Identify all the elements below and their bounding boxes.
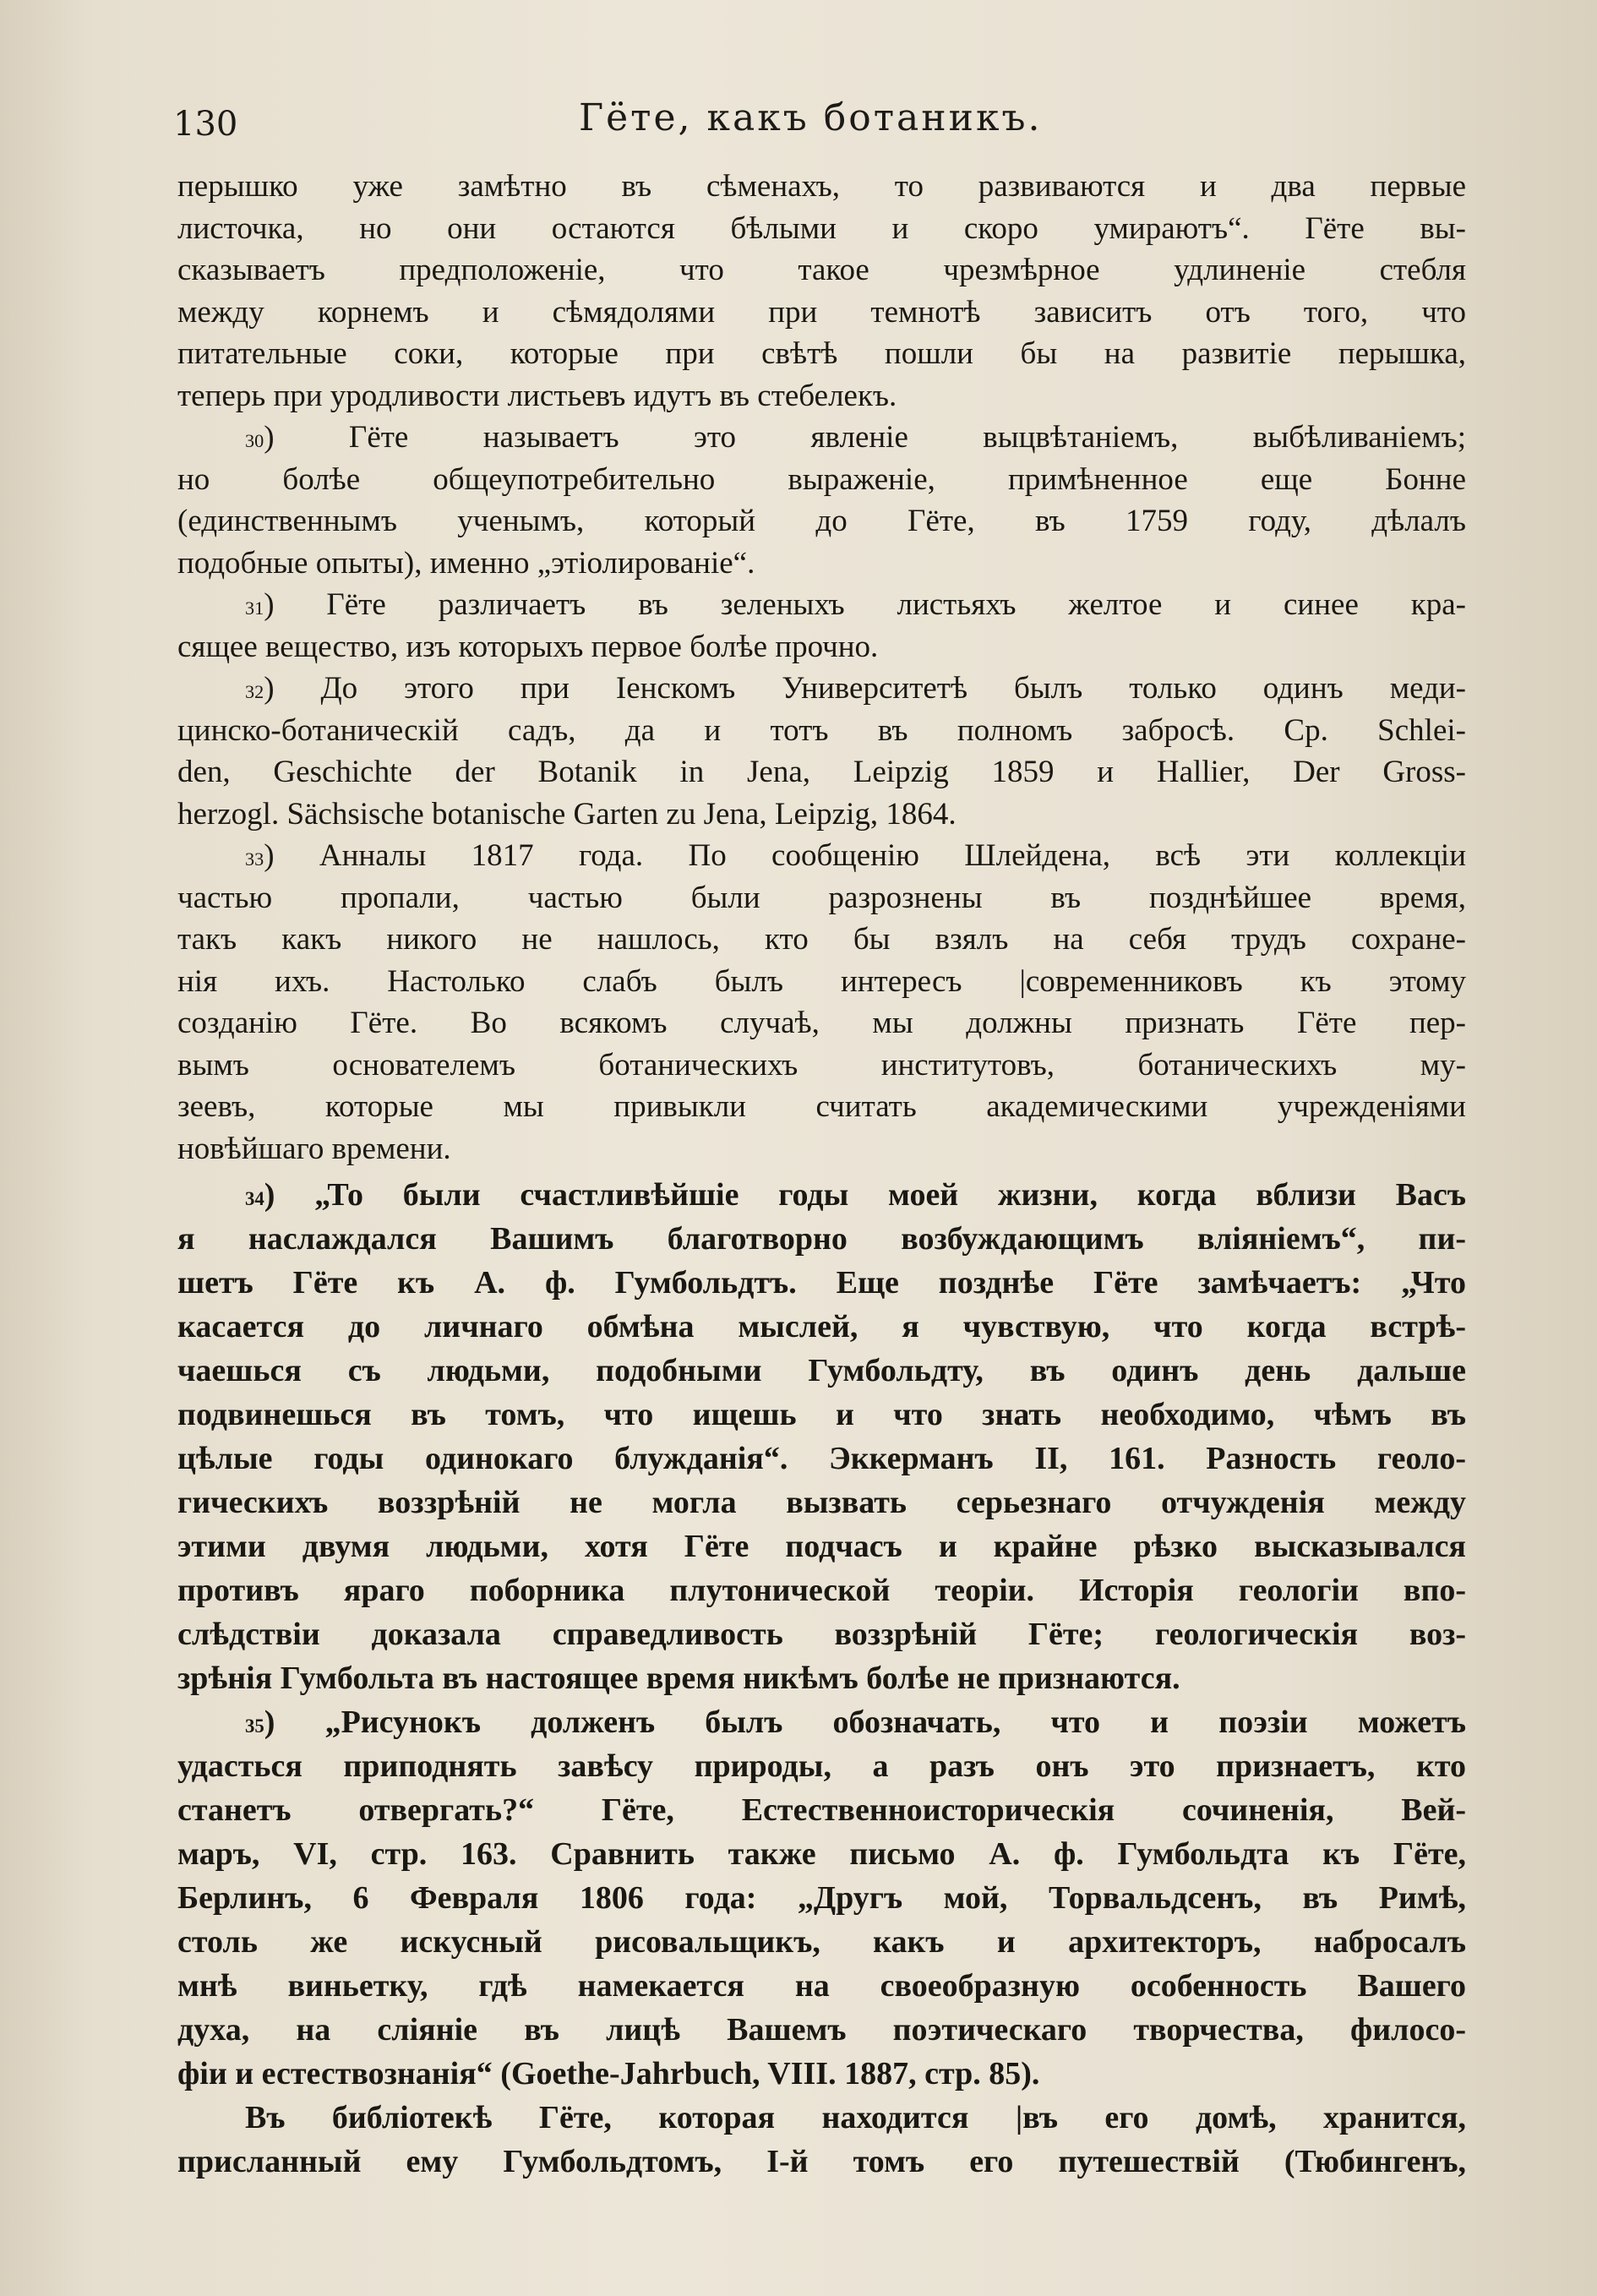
- text-line: подвинешься въ томъ, что ищешь и что знать необходимо, чѣмъ въ: [177, 1397, 1466, 1432]
- text-line: листочка, но они остаются бѣлыми и скоро умираютъ“. Гёте вы-: [177, 210, 1466, 246]
- note-number: 31: [245, 597, 264, 619]
- text-line: шетъ Гёте къ А. ф. Гумбольдтъ. Еще позднѣе Гёте замѣчаетъ: „Что: [177, 1265, 1466, 1301]
- footnote-33: [177, 835, 1466, 1170]
- text-line: зрѣнія Гумбольта въ настоящее время никѣмъ болѣе не признаются.: [177, 1661, 1180, 1696]
- body-text-regular: [177, 166, 1466, 1170]
- footnote-30: [177, 417, 1466, 584]
- text-line: $^{34}$) „То были счастливѣйшіе годы моей жизни, когда вблизи Васъ: [245, 1177, 1466, 1213]
- text-line: фіи и естествознанія“ (Goethe-Jahrbuch, VIII. 1887, стр. 85).: [177, 2056, 1040, 2091]
- text-line: Берлинъ, 6 Февраля 1806 года: „Другъ мой, Торвальдсенъ, въ Римѣ,: [177, 1880, 1466, 1916]
- text-line: den, Geschichte der Botanik in Jena, Leipzig 1859 и Hallier, Der Gross-: [177, 755, 1466, 789]
- footnote-31: [177, 584, 1466, 668]
- text-line: теперь при уродливости листьевъ идутъ въ стебелекъ.: [177, 378, 897, 413]
- text-line: перышко уже замѣтно въ сѣменахъ, то развиваются и два первые: [177, 169, 1466, 204]
- text-line: $^{35}$) „Рисунокъ долженъ былъ обозначать, что и поэзіи можетъ: [245, 1704, 1466, 1740]
- text-line: (единственнымъ ученымъ, который до Гёте, въ 1759 году, дѣлалъ: [177, 504, 1466, 538]
- note-number: 33: [245, 848, 264, 870]
- running-title: Гёте, какъ ботаникъ.: [579, 96, 1043, 139]
- paragraph-library: [177, 2096, 1466, 2184]
- text-line: между корнемъ и сѣмядолями при темнотѣ зависитъ отъ того, что: [177, 294, 1466, 330]
- footnote-32: [177, 668, 1466, 835]
- paragraph-continuation: [177, 166, 1466, 417]
- text-line: цинско-ботаническій садъ, да и тотъ въ полномъ забросѣ. Ср. Schlei-: [177, 712, 1466, 748]
- text-line: духа, на сліяніе въ лицѣ Вашемъ поэтическаго творчества, филосо-: [177, 2012, 1466, 2048]
- text-line: нія ихъ. Настолько слабъ былъ интересъ |современниковъ къ этому: [177, 963, 1466, 999]
- text-line: $^{31}$) Гёте различаетъ въ зеленыхъ листьяхъ желтое и синее кра-: [245, 587, 1466, 622]
- footnote-35: [177, 1700, 1466, 2096]
- text-line: маръ, VI, стр. 163. Сравнить также письмо А. ф. Гумбольдта къ Гёте,: [177, 1836, 1466, 1872]
- page-number: 130: [173, 105, 238, 144]
- text-line: этими двумя людьми, хотя Гёте подчасъ и крайне рѣзко высказывался: [177, 1529, 1466, 1564]
- text-line: но болѣе общеупотребительно выраженіе, примѣненное еще Бонне: [177, 461, 1466, 497]
- note-number: 34: [245, 1188, 264, 1209]
- text-line: касается до личнаго обмѣна мыслей, я чувствую, что когда встрѣ-: [177, 1309, 1466, 1344]
- text-line: $^{32}$) До этого при Іенскомъ Университетѣ былъ только одинъ меди-: [245, 671, 1466, 706]
- text-line: присланный ему Гумбольдтомъ, I-й томъ его путешествій (Тюбингенъ,: [177, 2144, 1466, 2179]
- text-line: такъ какъ никого не нашлось, кто бы взялъ на себя трудъ сохране-: [177, 922, 1466, 957]
- text-line: частью пропали, частью были разрознены въ позднѣйшее время,: [177, 880, 1466, 915]
- note-number: 32: [245, 681, 264, 702]
- text-line: сящее вещество, изъ которыхъ первое болѣе прочно.: [177, 629, 879, 664]
- note-number: 30: [245, 430, 264, 451]
- text-line: новѣйшаго времени.: [177, 1131, 451, 1166]
- text-line: чаешься съ людьми, подобными Гумбольдту, въ одинъ день дальше: [177, 1353, 1466, 1388]
- text-line: herzogl. Sächsische botanische Garten zu Jena, Leipzig, 1864.: [177, 796, 957, 832]
- text-line: $^{30}$) Гёте называетъ это явленіе выцвѣтаніемъ, выбѣливаніемъ;: [245, 420, 1466, 455]
- text-line: мнѣ виньетку, гдѣ намекается на своеобразную особенность Вашего: [177, 1968, 1466, 2004]
- text-line: Въ библіотекѣ Гёте, которая находится |въ его домѣ, хранится,: [245, 2100, 1466, 2135]
- text-line: столь же искусный рисовальщикъ, какъ и архитекторъ, набросалъ: [177, 1924, 1466, 1960]
- note-number: 35: [245, 1715, 264, 1737]
- text-line: сказываетъ предположеніе, что такое чрезмѣрное удлиненіе стебля: [177, 253, 1466, 287]
- body-text-bold: [177, 1173, 1466, 2184]
- text-line: я наслаждался Вашимъ благотворно возбуждающимъ вліяніемъ“, пи-: [177, 1221, 1466, 1257]
- text-line: станетъ отвергать?“ Гёте, Естественноисторическія сочиненія, Вей-: [177, 1792, 1466, 1828]
- text-line: гическихъ воззрѣній не могла вызвать серьезнаго отчужденія между: [177, 1485, 1466, 1520]
- text-line: подобные опыты), именно „этіолированіе“.: [177, 545, 755, 581]
- page-header: [173, 95, 1466, 154]
- text-line: питательные соки, которые при свѣтѣ пошли бы на развитіе перышка,: [177, 336, 1466, 371]
- footnote-34: [177, 1173, 1466, 1700]
- text-line: созданію Гёте. Во всякомъ случаѣ, мы должны признать Гёте пер-: [177, 1006, 1466, 1040]
- text-line: удасться приподнять завѣсу природы, а разъ онъ это признаетъ, кто: [177, 1748, 1466, 1784]
- text-line: слѣдствіи доказала справедливость воззрѣній Гёте; геологическія воз-: [177, 1617, 1466, 1652]
- text-line: зеевъ, которые мы привыкли считать академическими учрежденіями: [177, 1089, 1466, 1124]
- text-line: цѣлые годы одинокаго блужданія“. Эккерманъ II, 161. Разность геоло-: [177, 1441, 1466, 1476]
- text-line: $^{33}$) Анналы 1817 года. По сообщенію Шлейдена, всѣ эти коллекціи: [245, 838, 1466, 873]
- text-line: противъ яраго поборника плутонической теоріи. Исторія геологіи впо-: [177, 1573, 1466, 1608]
- text-line: вымъ основателемъ ботаническихъ институтовъ, ботаническихъ му-: [177, 1047, 1466, 1083]
- page-body: [177, 166, 1466, 2184]
